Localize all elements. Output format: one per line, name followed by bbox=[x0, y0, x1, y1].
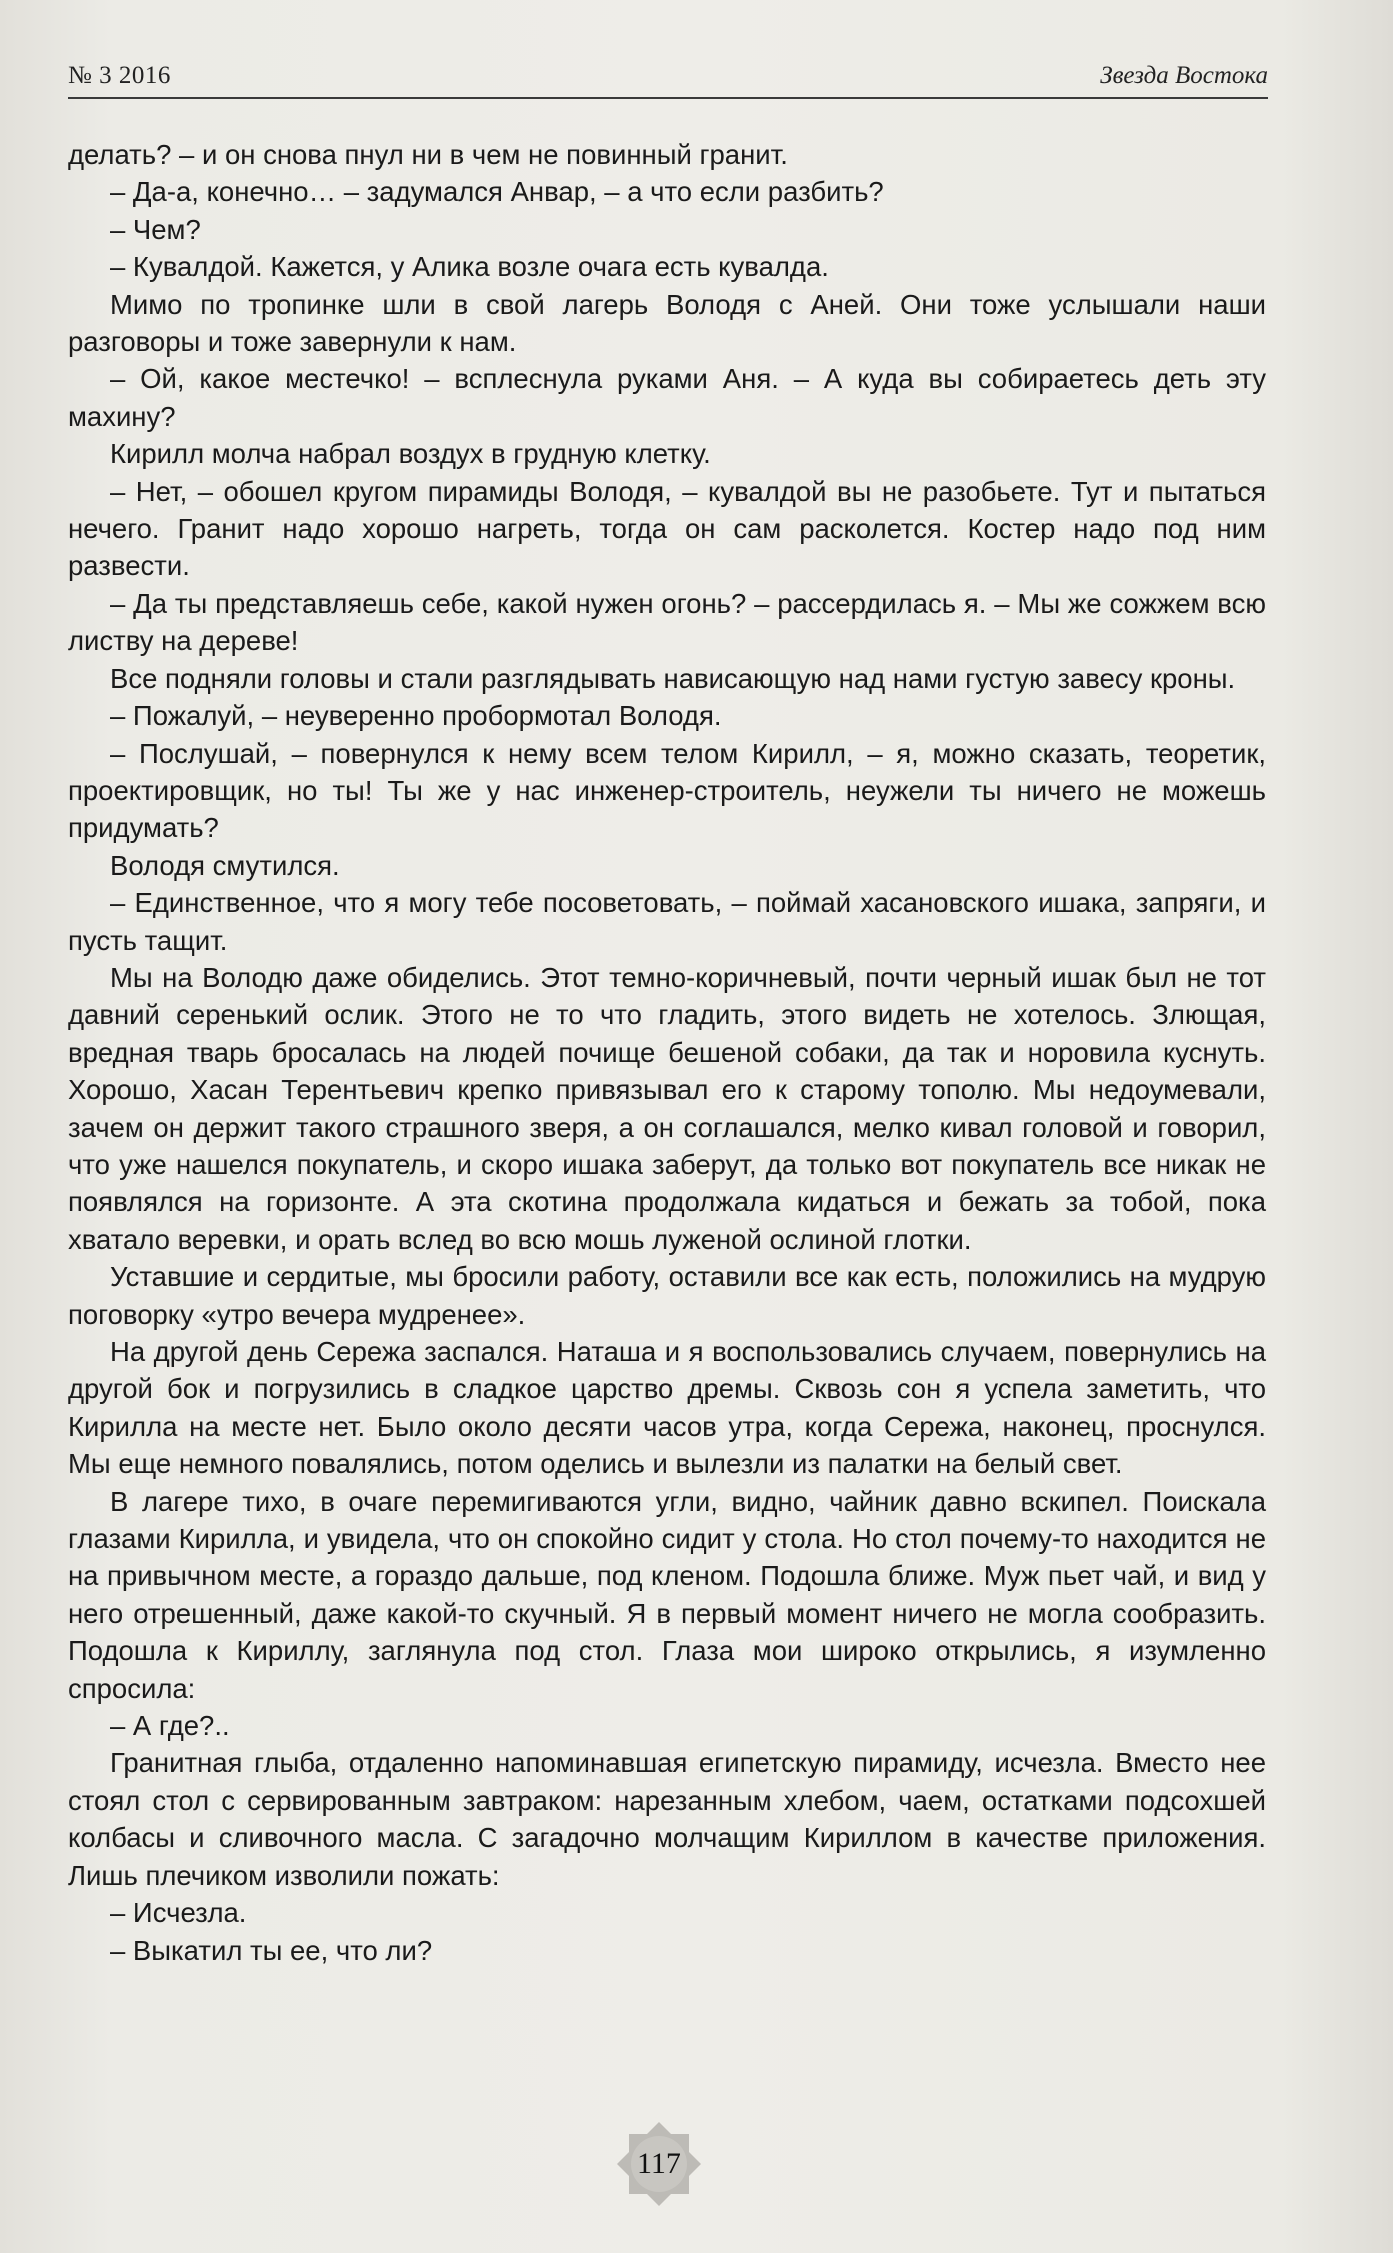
paragraph: – Чем? bbox=[110, 213, 201, 245]
page-number-badge bbox=[615, 2120, 703, 2208]
paragraph: В лагере тихо, в очаге перемигиваются угли, видно, чайник давно вскипел. Поискала глазами Кирилла, и увидела, что он спокойно сидит у стола. Но стол почему-то находится не на привычном месте, а гораздо дальше, под кленом. Подошла ближе. Муж пьет чай, и вид у него отрешенный, даже какой-то скучный. Я в первый момент ничего не могла сообразить. Подошла к Кириллу, заглянула под стол. Глаза мои широко открылись, я изумленно спросила: bbox=[68, 1485, 1266, 1704]
paragraph: – Да-а, конечно… – задумался Анвар, – а что если разбить? bbox=[110, 176, 884, 208]
article-body bbox=[68, 136, 1266, 1969]
paragraph: – Нет, – обошел кругом пирамиды Володя, – кувалдой вы не разобьете. Тут и пытаться нечего. Гранит надо хорошо нагреть, тогда он сам расколется. Костер надо под ним развести. bbox=[68, 475, 1266, 582]
paragraph: – Кувалдой. Кажется, у Алика возле очага есть кувалда. bbox=[110, 251, 829, 283]
paragraph: Гранитная глыба, отдаленно напоминавшая египетскую пирамиду, исчезла. Вместо нее стоял стол с сервированным завтраком: нарезанным хлебом, чаем, остатками подсохшей колбасы и сливочного масла. С загадочно молчащим Кириллом в качестве приложения. Лишь плечиком изволили пожать: bbox=[68, 1747, 1266, 1891]
header-rule bbox=[68, 97, 1268, 99]
paragraph: – Да ты представляешь себе, какой нужен огонь? – рассердилась я. – Мы же сожжем всю листву на дереве! bbox=[68, 587, 1266, 657]
paragraph: делать? – и он снова пнул ни в чем не повинный гранит. bbox=[68, 139, 788, 170]
paragraph: – Выкатил ты ее, что ли? bbox=[110, 1934, 433, 1966]
running-header bbox=[68, 58, 1268, 98]
paragraph: Мы на Володю даже обиделись. Этот темно-коричневый, почти черный ишак был не тот давний серенький ослик. Этого не то что гладить, этого видеть не хотелось. Злющая, вредная тварь бросалась на людей почище бешеной собаки, да так и норовила куснуть. Хорошо, Хасан Терентьевич крепко привязывал его к старому тополю. Мы недоумевали, зачем он держит такого страшного зверя, а он соглашался, мелко кивал головой и говорил, что уже нашелся покупатель, и скоро ишака заберут, да только вот покупатель все никак не появлялся на горизонте. А эта скотина продолжала кидаться и бежать за тобой, пока хватало веревки, и орать вслед во всю мошь луженой ослиной глотки. bbox=[68, 961, 1266, 1255]
paragraph: – Ой, какое местечко! – всплеснула руками Аня. – А куда вы собираетесь деть эту махину? bbox=[68, 363, 1266, 432]
page-number: 117 bbox=[637, 2147, 681, 2180]
paragraph: На другой день Сережа заспался. Наташа и я воспользовались случаем, повернулись на другой бок и погрузились в сладкое царство дремы. Сквозь сон я успела заметить, что Кирилла на месте нет. Было около десяти часов утра, когда Сережа, наконец, проснулся. Мы еще немного повалялись, потом оделись и вылезли из палатки на белый свет. bbox=[68, 1336, 1266, 1480]
paragraph: Володя смутился. bbox=[110, 849, 340, 881]
journal-title: Звезда Востока bbox=[1100, 62, 1268, 89]
paragraph: – А где?.. bbox=[110, 1710, 230, 1742]
paragraph: – Исчезла. bbox=[110, 1897, 247, 1929]
paragraph: – Пожалуй, – неуверенно пробормотал Володя. bbox=[110, 700, 722, 732]
paragraph: Уставшие и сердитые, мы бросили работу, оставили все как есть, положились на мудрую поговорку «утро вечера мудренее». bbox=[68, 1261, 1266, 1330]
paragraph: Все подняли головы и стали разглядывать нависающую над нами густую завесу кроны. bbox=[110, 662, 1236, 694]
issue-number: № 3 2016 bbox=[68, 62, 171, 89]
paragraph: Мимо по тропинке шли в свой лагерь Володя с Аней. Они тоже услышали наши разговоры и тоже завернули к нам. bbox=[68, 288, 1266, 358]
paragraph: – Единственное, что я могу тебе посоветовать, – поймай хасановского ишака, запряги, и пусть тащит. bbox=[68, 887, 1266, 956]
paragraph: Кирилл молча набрал воздух в грудную клетку. bbox=[110, 438, 711, 470]
paragraph: – Послушай, – повернулся к нему всем телом Кирилл, – я, можно сказать, теоретик, проектировщик, но ты! Ты же у нас инженер-строитель, неужели ты ничего не можешь придумать? bbox=[68, 737, 1266, 844]
